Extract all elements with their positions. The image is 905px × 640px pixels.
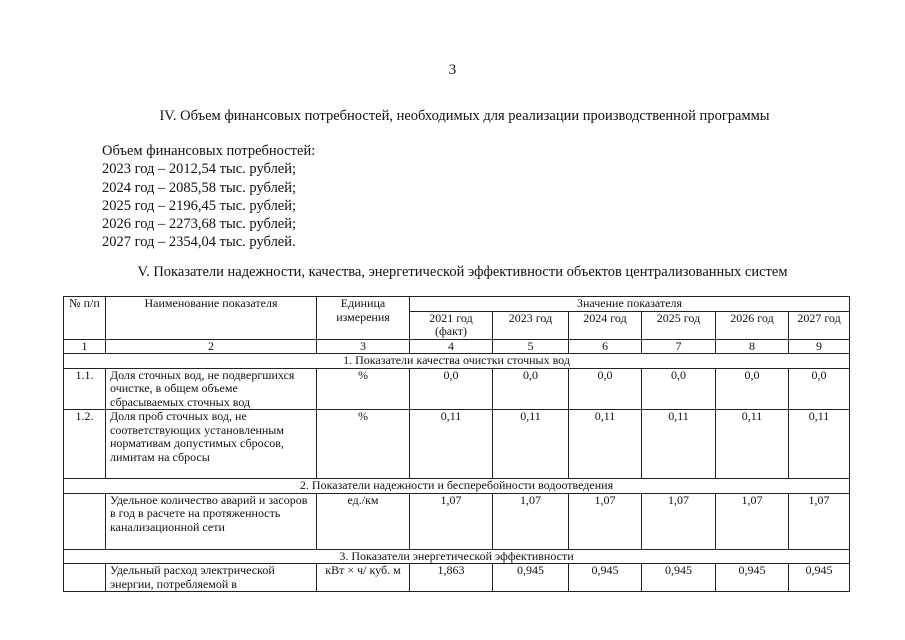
indicator-unit: ед./км	[317, 493, 410, 549]
section-row: 2. Показатели надежности и бесперебойности водоотведения	[64, 479, 850, 494]
financial-line: 2027 год – 2354,04 тыс. рублей.	[102, 234, 296, 251]
section-row: 3. Показатели энергетической эффективности	[64, 549, 850, 564]
value-cell: 0,945	[789, 564, 850, 592]
indicator-name: Удельное количество аварий и засоров в год в расчете на протяженность канализационной сети	[106, 493, 317, 549]
header-year: 2021 год (факт)	[410, 311, 493, 339]
page-number: 3	[448, 62, 457, 78]
section-5-heading: V. Показатели надежности, качества, энергетической эффективности объектов централизованных систем	[137, 264, 788, 280]
col-number: 3	[317, 339, 410, 354]
financial-line: 2023 год – 2012,54 тыс. рублей;	[102, 161, 297, 178]
financial-needs-intro: Объем финансовых потребностей:	[102, 143, 316, 159]
value-cell: 0,11	[493, 410, 569, 479]
header-year: 2027 год	[789, 311, 850, 339]
col-number: 1	[64, 339, 106, 354]
col-number: 9	[789, 339, 850, 354]
section-row: 1. Показатели качества очистки сточных вод	[64, 354, 850, 369]
value-cell: 0,0	[716, 368, 789, 410]
value-cell: 1,07	[410, 493, 493, 549]
indicators-table	[63, 296, 850, 592]
value-cell: 0,11	[410, 410, 493, 479]
indicator-name: Доля сточных вод, не подвергшихся очистке, в общем объеме сбрасываемых сточных вод	[106, 368, 317, 410]
value-cell: 0,11	[569, 410, 642, 479]
value-cell: 0,0	[642, 368, 716, 410]
header-year: 2026 год	[716, 311, 789, 339]
header-num: № п/п	[64, 297, 106, 340]
row-num	[64, 564, 106, 592]
financial-line: 2024 год – 2085,58 тыс. рублей;	[102, 179, 297, 196]
row-num: 1.2.	[64, 410, 106, 479]
section-4-heading: IV. Объем финансовых потребностей, необходимых для реализации производственной программы	[159, 108, 770, 124]
value-cell: 1,863	[410, 564, 493, 592]
value-cell: 1,07	[716, 493, 789, 549]
financial-line: 2026 год – 2273,68 тыс. рублей;	[102, 216, 297, 233]
value-cell: 0,0	[410, 368, 493, 410]
col-number: 7	[642, 339, 716, 354]
value-cell: 0,11	[642, 410, 716, 479]
value-cell: 1,07	[789, 493, 850, 549]
value-cell: 0,0	[789, 368, 850, 410]
value-cell: 1,07	[493, 493, 569, 549]
value-cell: 1,07	[569, 493, 642, 549]
row-num: 1.1.	[64, 368, 106, 410]
value-cell: 0,945	[569, 564, 642, 592]
indicator-unit: %	[317, 410, 410, 479]
value-cell: 0,945	[716, 564, 789, 592]
financial-line: 2025 год – 2196,45 тыс. рублей;	[102, 197, 297, 214]
value-cell: 0,945	[642, 564, 716, 592]
col-number: 6	[569, 339, 642, 354]
indicator-name: Удельный расход электрической энергии, потребляемой в	[106, 564, 317, 592]
financial-needs-block	[102, 142, 315, 252]
value-cell: 0,0	[569, 368, 642, 410]
row-num	[64, 493, 106, 549]
value-cell: 0,11	[789, 410, 850, 479]
col-number: 8	[716, 339, 789, 354]
col-number: 2	[106, 339, 317, 354]
col-number: 4	[410, 339, 493, 354]
value-cell: 0,0	[493, 368, 569, 410]
header-unit: Единица измерения	[317, 297, 410, 340]
indicator-unit: кВт × ч/ куб. м	[317, 564, 410, 592]
header-value-group: Значение показателя	[410, 297, 850, 312]
header-name: Наименование показателя	[106, 297, 317, 340]
indicator-unit: %	[317, 368, 410, 410]
value-cell: 0,11	[716, 410, 789, 479]
col-number: 5	[493, 339, 569, 354]
header-year: 2024 год	[569, 311, 642, 339]
value-cell: 0,945	[493, 564, 569, 592]
indicator-name: Доля проб сточных вод, не соответствующих установленным нормативам допустимых сбросов, лимитам на сбросы	[106, 410, 317, 479]
value-cell: 1,07	[642, 493, 716, 549]
header-year: 2025 год	[642, 311, 716, 339]
header-year: 2023 год	[493, 311, 569, 339]
